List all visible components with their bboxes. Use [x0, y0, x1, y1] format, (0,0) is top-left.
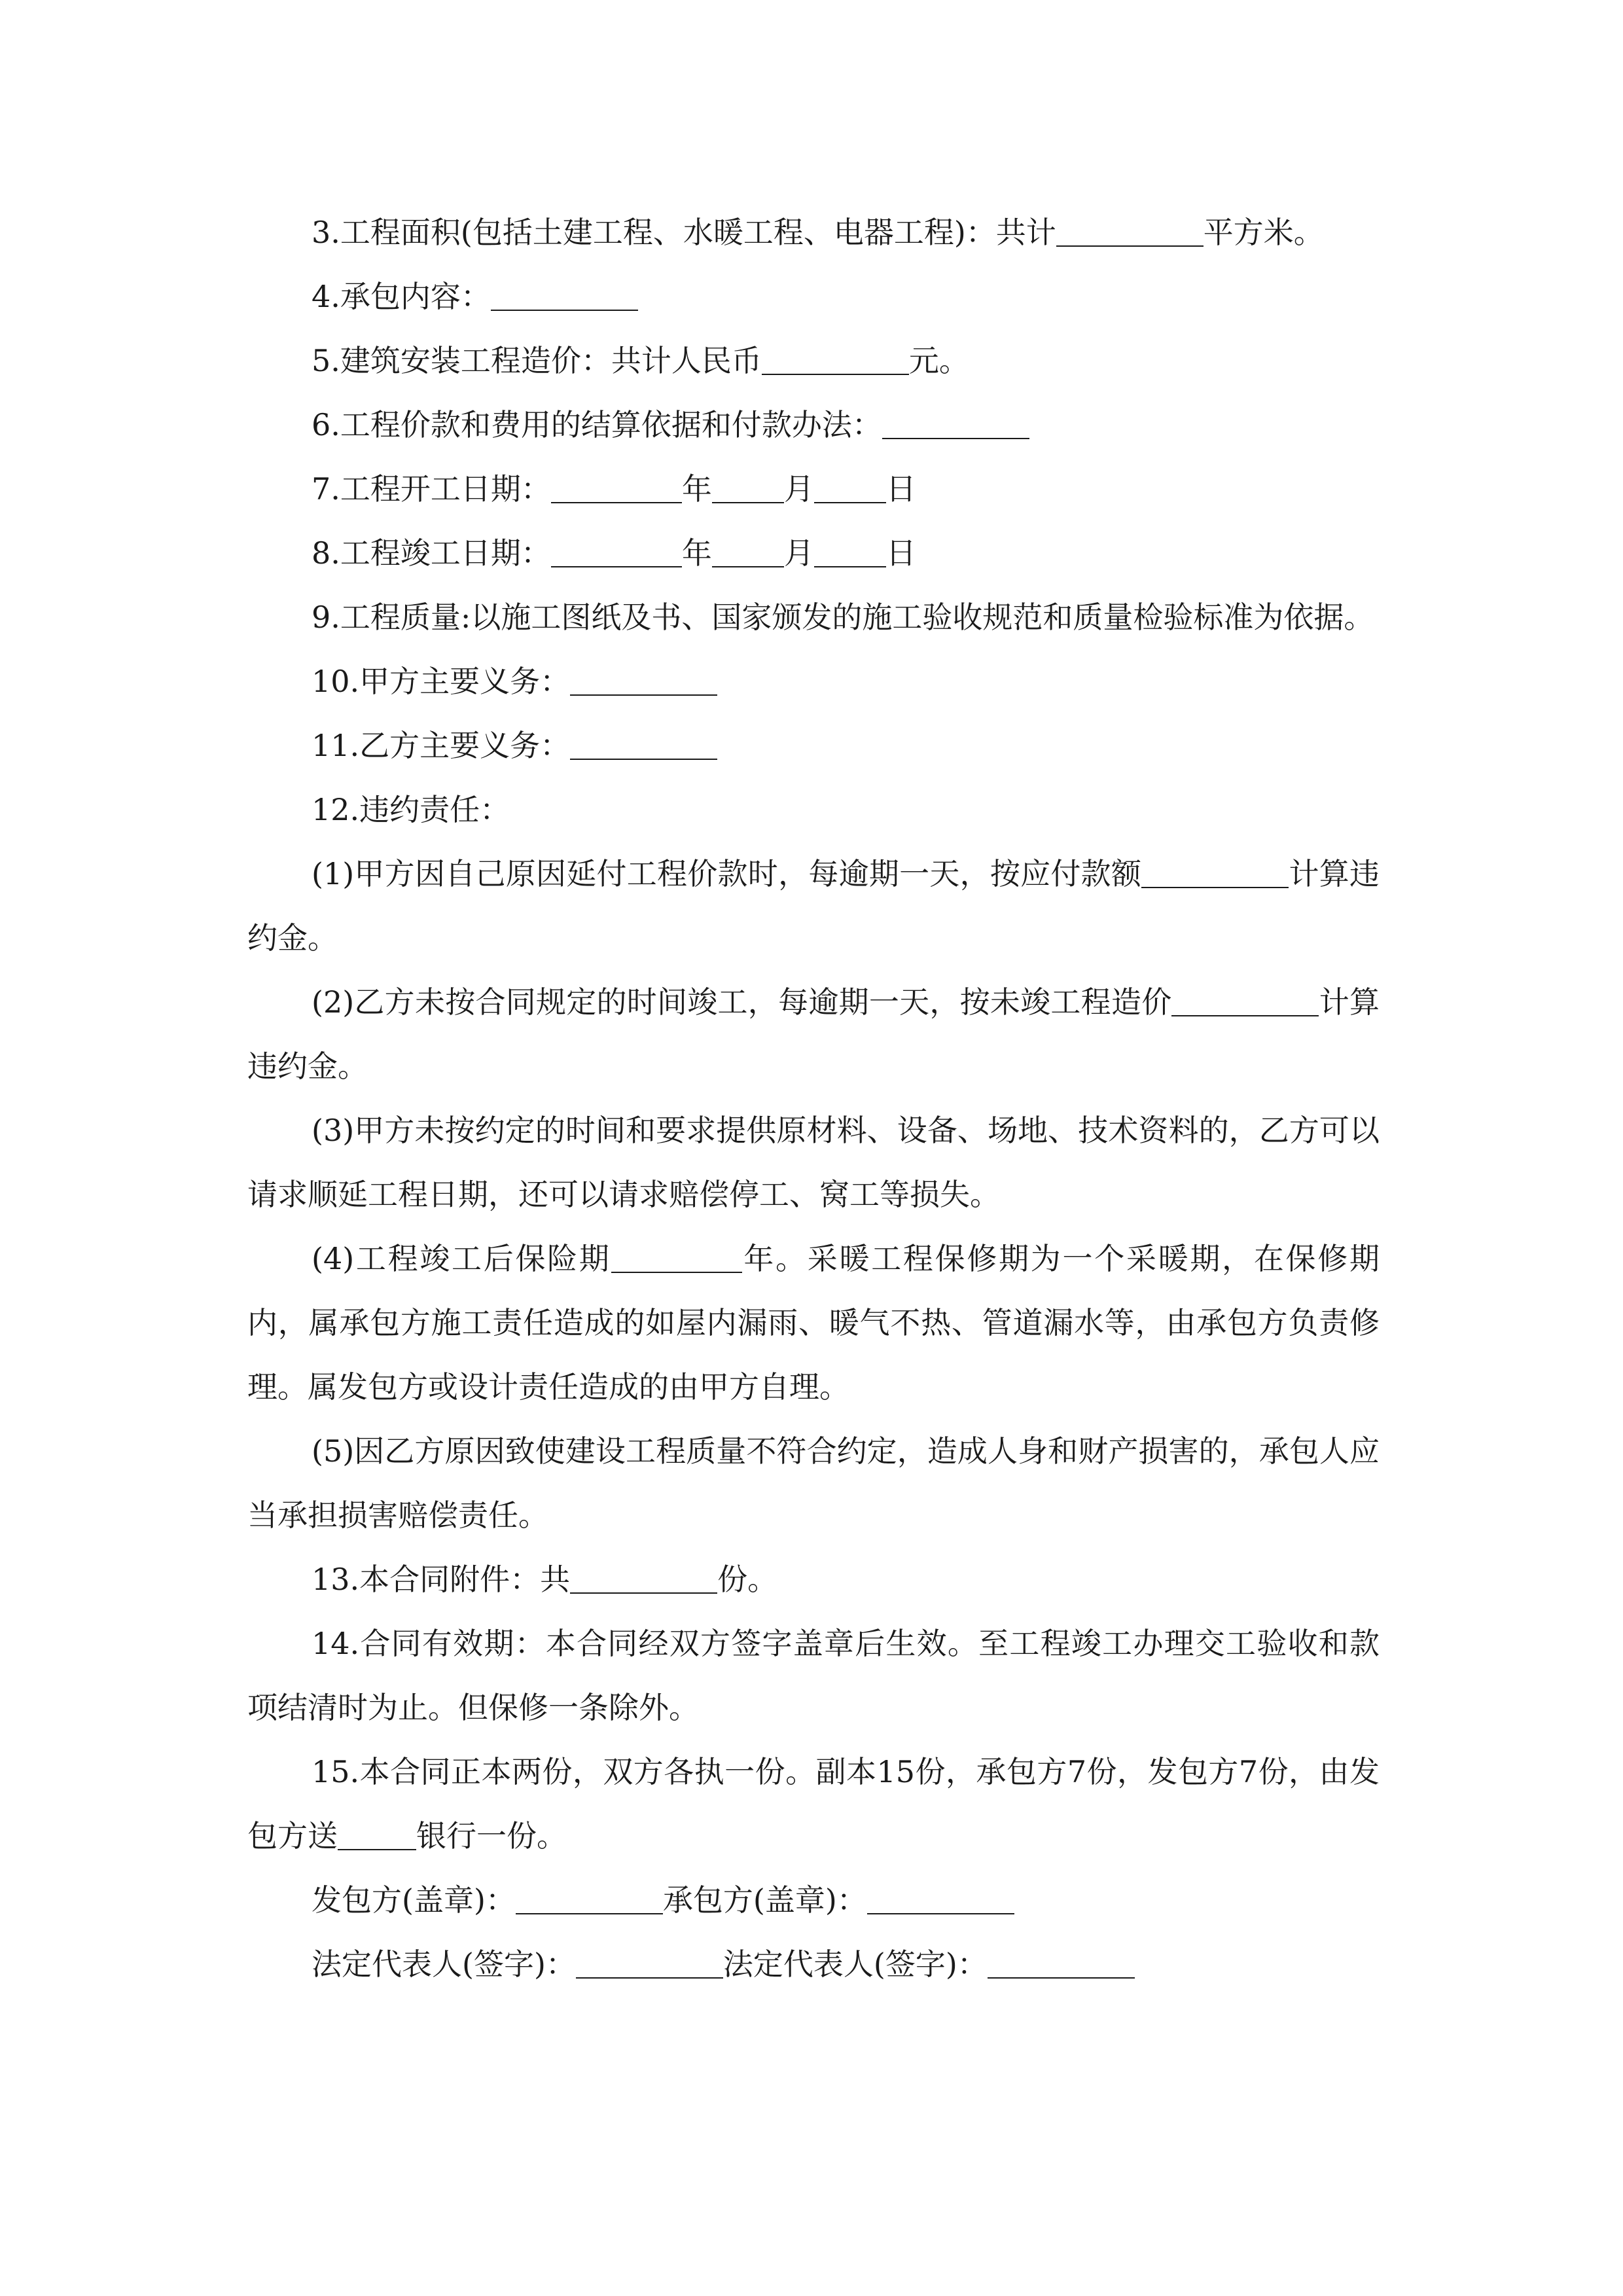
clause-text: 7.工程开工日期：: [312, 471, 551, 507]
clause-text: 计算违约金。: [247, 984, 1380, 1084]
contractor-seal-label: 承包方(盖章)：: [662, 1882, 867, 1918]
clause-text: 年。采暖工程保修期为一个采暖期，在保修期内，属承包方施工责任造成的如屋内漏雨、暖气不热、管道漏水等，由承包方负责修理。属发包方或设计责任造成的由甲方自理。: [247, 1241, 1380, 1405]
party-a-duty-blank: [570, 662, 717, 696]
clause-text: 15.本合同正本两份，双方各执一份。副本15份，承包方7份，发包方7份，由发包方送: [247, 1754, 1380, 1854]
clause-12: 12.违约责任：: [312, 792, 510, 827]
clause-text: 4.承包内容：: [312, 279, 491, 314]
clause-12-4: [247, 1227, 1380, 1419]
contract-body: [247, 200, 1380, 1996]
clause-text: (2)乙方未按合同规定的时间竣工，每逾期一天，按未竣工程造价: [312, 984, 1172, 1020]
contractor-rep-blank: [988, 1945, 1135, 1979]
end-month-blank: [712, 533, 784, 567]
start-year-blank: [551, 469, 682, 503]
clause-text: 份。: [717, 1562, 778, 1597]
clause-text: 平方米。: [1203, 215, 1324, 250]
clause-13: [247, 1547, 1380, 1611]
day-label: 日: [885, 535, 916, 571]
clause-12-1: [247, 842, 1380, 970]
clause-14: 14.合同有效期：本合同经双方签字盖章后生效。至工程竣工办理交工验收和款项结清时为止。但保修一条除外。: [247, 1626, 1380, 1725]
start-day-blank: [814, 469, 886, 503]
clause-6: [247, 393, 1380, 457]
warranty-years-blank: [611, 1239, 742, 1273]
employer-seal-blank: [516, 1880, 663, 1914]
clause-text: (4)工程竣工后保险期: [312, 1241, 611, 1276]
end-day-blank: [814, 533, 886, 567]
end-year-blank: [551, 533, 682, 567]
clause-text: 元。: [908, 343, 969, 378]
clause-text: (1)甲方因自己原因延付工程价款时，每逾期一天，按应付款额: [312, 856, 1142, 891]
year-label: 年: [681, 471, 712, 507]
bank-blank: [338, 1816, 416, 1850]
attachment-count-blank: [570, 1560, 717, 1594]
clause-7: [247, 457, 1380, 521]
clause-text: 5.建筑安装工程造价：共计人民币: [312, 343, 762, 378]
clause-9: 9.工程质量:以施工图纸及书、国家颁发的施工验收规范和质量检验标准为依据。: [312, 600, 1374, 635]
clause-text: 3.工程面积(包括土建工程、水暖工程、电器工程)：共计: [312, 215, 1056, 250]
start-month-blank: [712, 469, 784, 503]
clause-8: [247, 521, 1380, 585]
late-payment-rate-blank: [1141, 854, 1289, 888]
year-label: 年: [681, 535, 712, 571]
clause-12-5: (5)因乙方原因致使建设工程质量不符合约定，造成人身和财产损害的，承包人应当承担损害赔偿责任。: [247, 1433, 1380, 1533]
signature-line: [247, 1932, 1380, 1996]
clause-12-3: (3)甲方未按约定的时间和要求提供原材料、设备、场地、技术资料的，乙方可以请求顺延工程日期，还可以请求赔偿停工、窝工等损失。: [247, 1113, 1380, 1212]
scope-blank: [491, 277, 638, 311]
employer-rep-blank: [576, 1945, 723, 1979]
contractor-seal-blank: [867, 1880, 1014, 1914]
late-completion-rate-blank: [1171, 982, 1319, 1016]
clause-text: 银行一份。: [416, 1818, 567, 1854]
clause-text: 13.本合同附件：共: [312, 1562, 571, 1597]
seal-line: [247, 1868, 1380, 1932]
payment-method-blank: [882, 405, 1029, 439]
party-b-duty-blank: [570, 726, 717, 760]
cost-blank: [762, 341, 909, 375]
day-label: 日: [885, 471, 916, 507]
clause-5: [247, 329, 1380, 393]
clause-text: 计算违约金。: [247, 856, 1380, 956]
contractor-rep-label: 法定代表人(签字)：: [722, 1946, 988, 1982]
employer-rep-label: 法定代表人(签字)：: [312, 1946, 576, 1982]
clause-4: [247, 264, 1380, 329]
area-blank: [1056, 213, 1204, 247]
clause-text: 6.工程价款和费用的结算依据和付款办法：: [312, 407, 882, 442]
clause-12-2: [247, 970, 1380, 1098]
month-label: 月: [783, 535, 814, 571]
month-label: 月: [783, 471, 814, 507]
clause-15: [247, 1740, 1380, 1868]
clause-text: 11.乙方主要义务：: [312, 728, 571, 763]
clause-11: [247, 713, 1380, 778]
employer-seal-label: 发包方(盖章)：: [312, 1882, 516, 1918]
clause-text: 10.甲方主要义务：: [312, 664, 571, 699]
clause-10: [247, 649, 1380, 713]
clause-3: [247, 200, 1380, 264]
clause-text: 8.工程竣工日期：: [312, 535, 551, 571]
